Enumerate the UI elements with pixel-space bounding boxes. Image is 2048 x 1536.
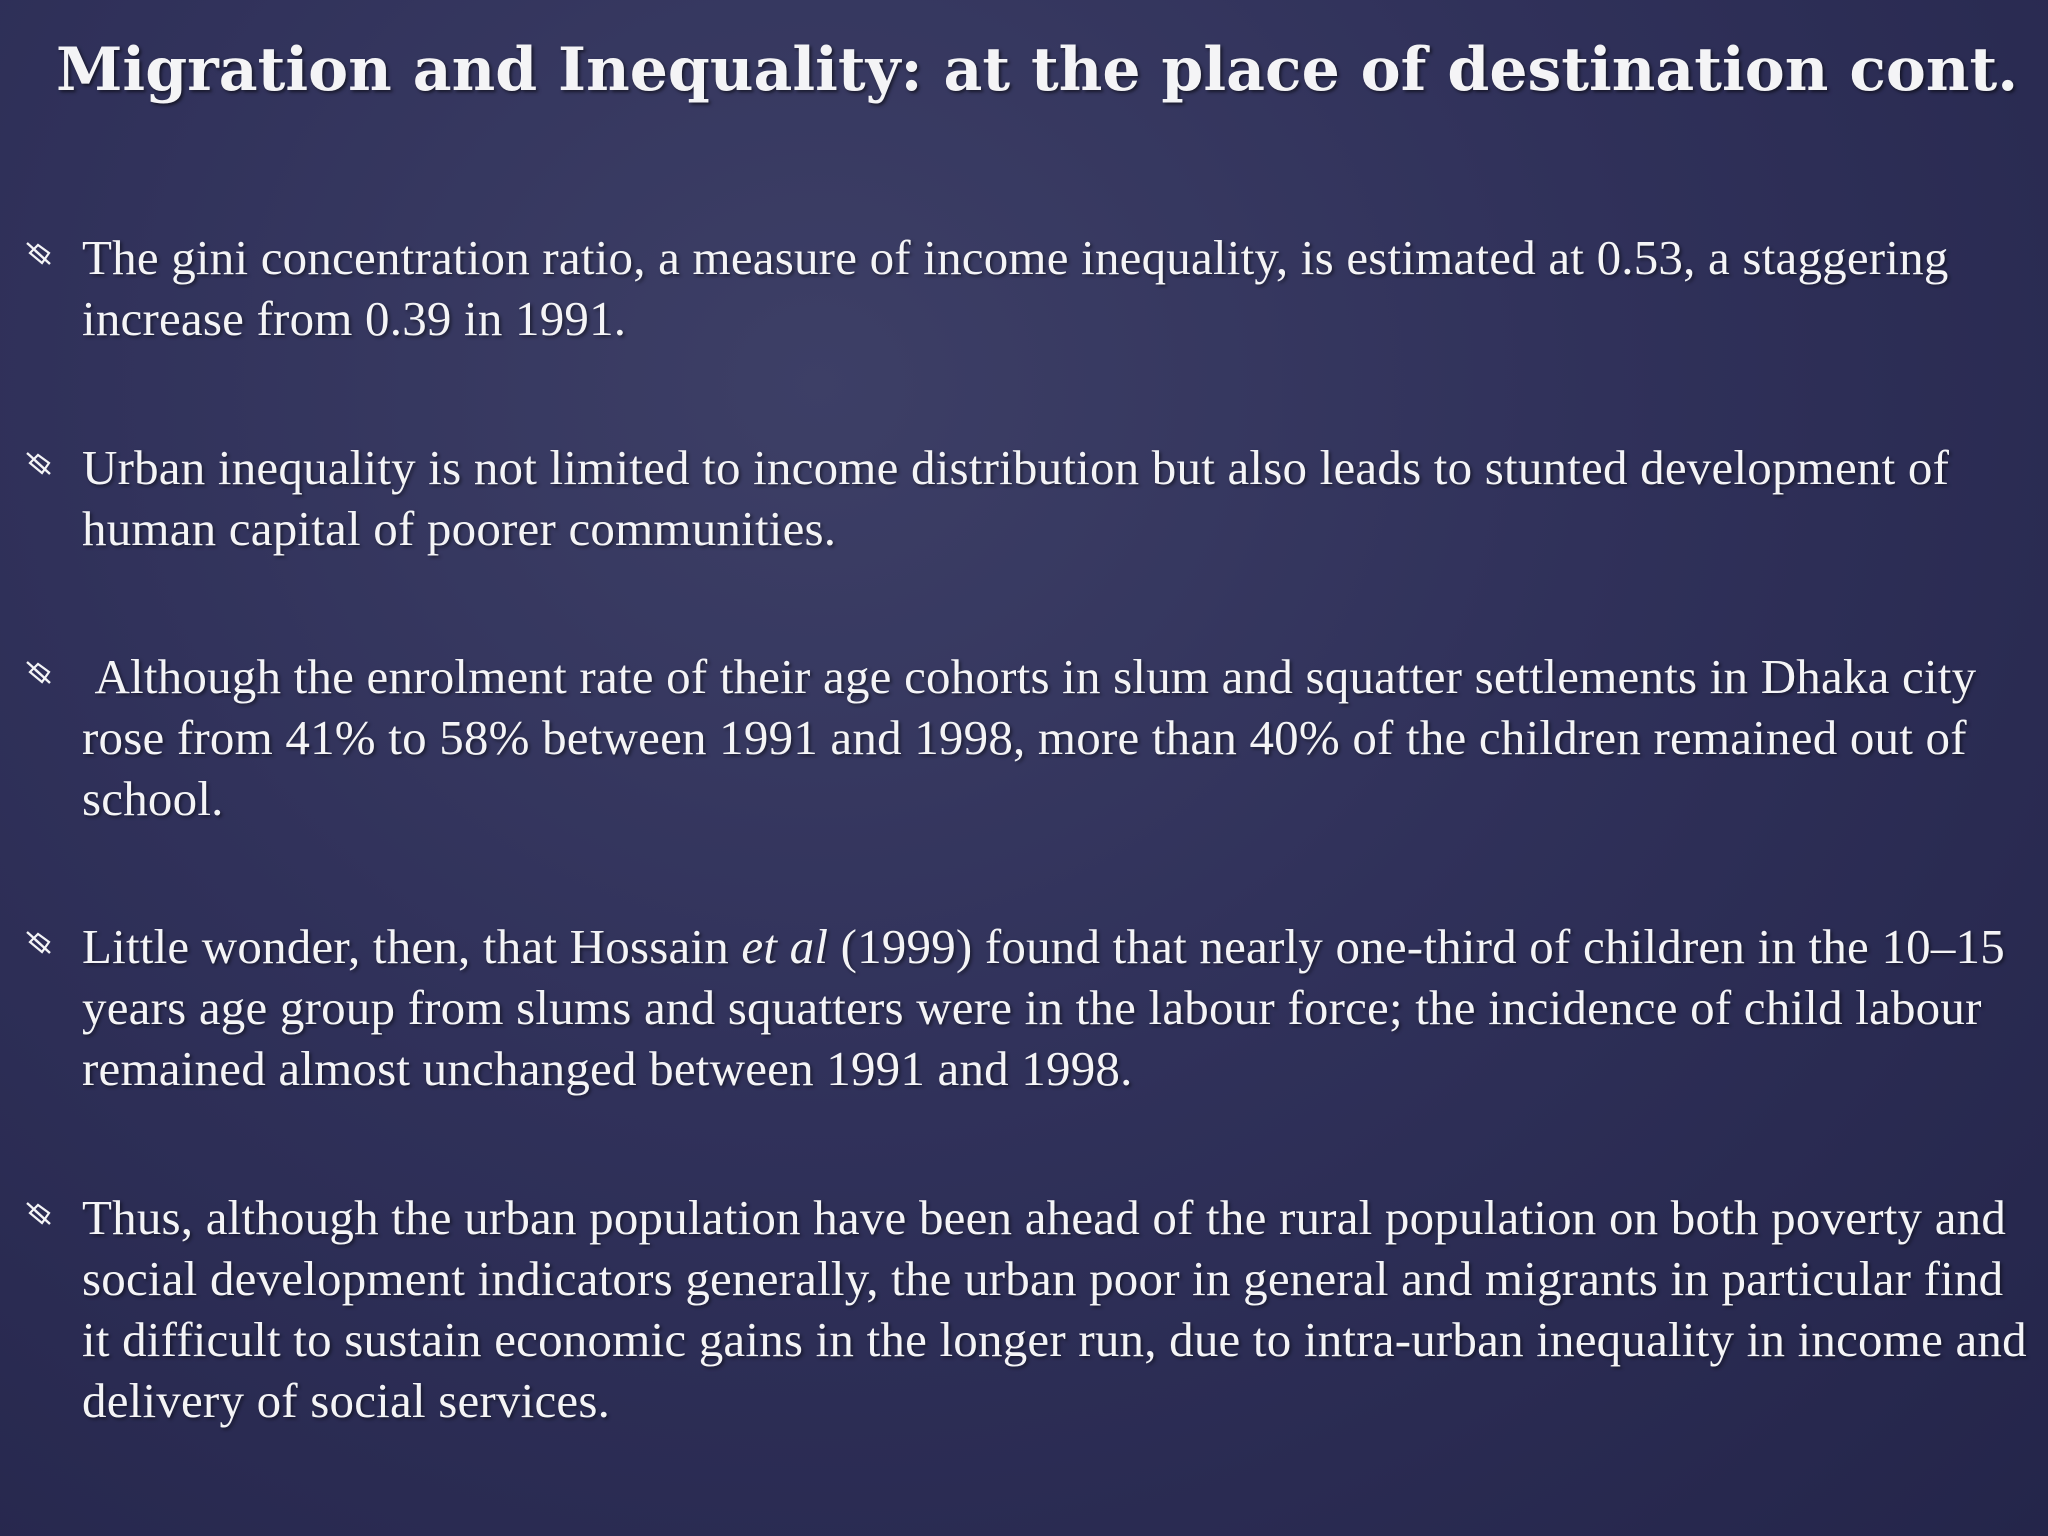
bullet-text-after: (1999) found that nearly one-third of children in the 10–15 years age group from slums and squatters were in the labour force; the incidence of child labour remained almost unchanged between 1991 and 1998. [82, 919, 2018, 1096]
bullet-text: Thus, although the urban population have been ahead of the rural population on both poverty and social development indicators generally, the urban poor in general and migrants in particular find it difficult to sustain economic gains in the longer run, due to intra-urban inequality in income and delivery of social services. [82, 1190, 2027, 1428]
feather-bullet-icon [24, 658, 54, 688]
bullet-item [24, 646, 2034, 829]
bullet-item [24, 916, 2034, 1099]
bullet-text-italic: et al [741, 919, 829, 974]
bullet-text [82, 916, 2034, 1099]
feather-bullet-icon [24, 928, 54, 958]
bullet-text: The gini concentration ratio, a measure of income inequality, is estimated at 0.53, a staggering increase from 0.39 in 1991. [82, 230, 1949, 346]
bullet-item [24, 227, 2034, 349]
feather-bullet-icon [24, 1199, 54, 1229]
bullet-text-before: Little wonder, then, that Hossain [82, 919, 742, 974]
bullet-text: Urban inequality is not limited to income distribution but also leads to stunted development of human capital of poorer communities. [82, 440, 1950, 556]
bullet-item [24, 1187, 2034, 1431]
feather-bullet-icon [24, 449, 54, 479]
slide-title: Migration and Inequality: at the place of destination cont. [56, 35, 2019, 105]
feather-bullet-icon [24, 239, 54, 269]
bullet-item [24, 437, 2034, 559]
bullet-text: Although the enrolment rate of their age cohorts in slum and squatter settlements in Dhaka city rose from 41% to 58% between 1991 and 1998, more than 40% of the children remained out of school. [82, 649, 1989, 826]
